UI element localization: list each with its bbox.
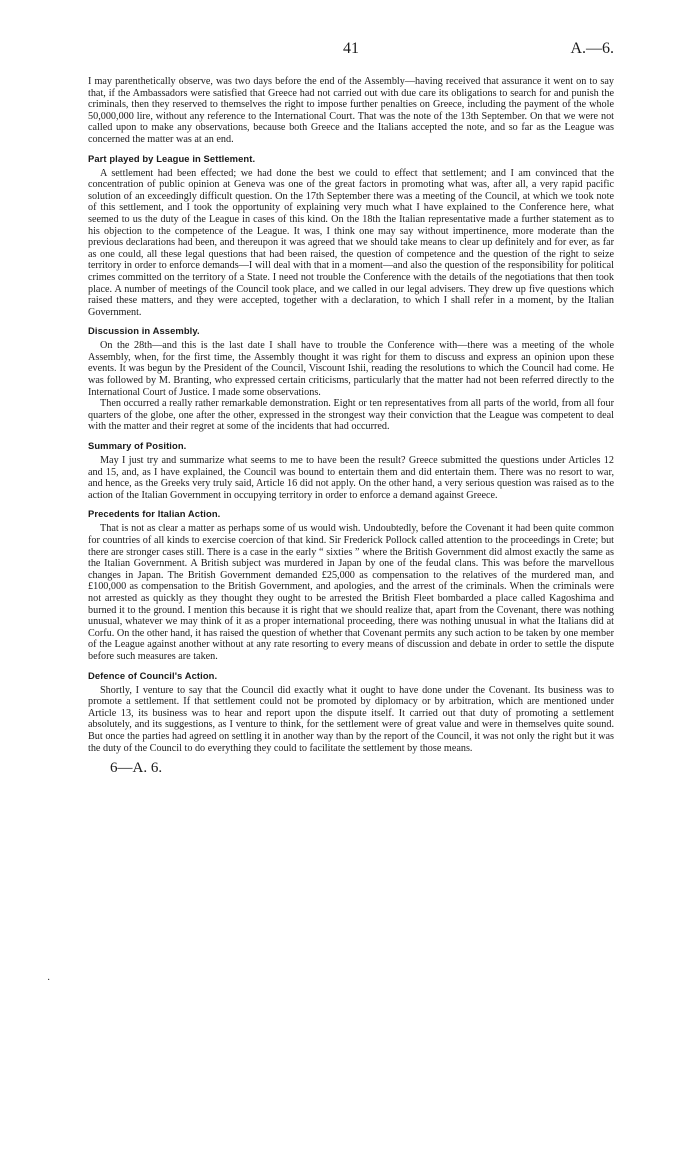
paragraph-assembly-2: Then occurred a really rather remarkable demonstration. Eight or ten representatives from all parts of the world, from all four quarters of the globe, one after the other, expressed in the strongest way their conviction that the League was competent to deal with the matter and their regret at some of the incidents that had occurred.	[88, 398, 614, 433]
paragraph-defence: Shortly, I venture to say that the Council did exactly what it ought to have done under the Covenant. Its business was to promote a settlement. If that settlement could not be promoted by diplomacy or by arbitration, which are mentioned under Article 13, its business was to hear and report upon the dispute itself. It carried out that duty of promoting a settlement absolutely, and its suggestions, as I venture to think, for the settlement were of great value and were in themselves quite sound. But once the parties had agreed on settling it in another way than by the report of the Council, it was not only the right but it was the duty of the Council to do everything they could to facilitate the settlement by those means.	[88, 684, 614, 754]
page-number: 41	[343, 40, 359, 57]
page-reference: A.—6.	[570, 40, 614, 57]
document-page	[88, 40, 614, 777]
paragraph-precedents: That is not as clear a matter as perhaps some of us would wish. Undoubtedly, before the Covenant it had been quite common for countries of all kinds to exercise coercion of that kind. Sir Frederick Pollock called attention to the proceedings in Crete; but there are stronger cases still. There is a case in the early “ sixties ” where the British Government did almost exactly the same as the Italian Government. A British subject was murdered in Japan by one of the feudal clans. This was before the marvellous changes in Japan. The British Government demanded £25,000 as compensation to the relatives of the murdered man, and £100,000 as compensation to the British Government, and apologies, and the arrest of the criminals. When the criminals were not arrested as quickly as they thought they ought to be arrested the British Fleet bombarded a place called Kagoshima and burned it to the ground. I mention this because it is right that we should realize that, apart from the Covenant, there was nothing unusual, whatever we may think of it as a proper international proceeding, there was nothing unusual in what the Italians did at Corfu. On the other hand, it has raised the question of whether that Covenant permits any such action to be taken by one member of the League against another without at any rate resorting to every means of discussion and debate in order to settle the dispute before such measures are taken.	[88, 523, 614, 662]
margin-dot: ·	[47, 975, 51, 986]
section-heading-settlement: Part played by League in Settlement.	[88, 152, 256, 164]
section-heading-summary: Summary of Position.	[88, 440, 187, 452]
paragraph-settlement: A settlement had been effected; we had done the best we could to effect that settlement; and I am convinced that the concentration of public opinion at Geneva was one of the great factors in promoting what was, after all, a very rapid pacific solution of an exceedingly difficult question. On the 17th September there was a meeting of the Council, at which we took note of this settlement, and I took the opportunity of explaining very much what I have explained to the Conference here, what seemed to us the duty of the League in cases of this kind. On the 18th the Italian representative made a further statement as to his objection to the competence of the League. It was, I think one may say without impertinence, more moderate than the previous declarations had been, and thereupon it was agreed that we should take means to clear up definitely and for ever, as far as one could, all these legal questions that had been raised, the question of competence and the question of the right to seize territory in order to enforce demands—I will deal with that in a moment—and also the question of the responsibility for political crimes committed on the territory of a State. I need not trouble the Conference with the details of the negotiations that then took place. A number of meetings of the Council took place, and we called in our legal advisers. They drew up five questions which raised these matters, and they were accepted, together with a declaration, to which I shall refer in a moment, by the Italian Government.	[88, 167, 614, 318]
section-heading-precedents: Precedents for Italian Action.	[88, 508, 221, 520]
section-heading-assembly: Discussion in Assembly.	[88, 325, 200, 337]
paragraph-summary: May I just try and summarize what seems to me to have been the result? Greece submitted the questions under Articles 12 and 15, and, as I have explained, the Council was bound to entertain them and did entertain them. There was no resort to war, and hence, as the Greeks very truly said, Article 16 did not apply. On the other hand, a very serious question was raised as to the action of the Italian Government in occupying territory in order to enforce a demand against Greece.	[88, 455, 614, 501]
section-heading-defence: Defence of Council's Action.	[88, 669, 218, 681]
page-header	[88, 40, 614, 62]
paragraph-assembly-1: On the 28th—and this is the last date I shall have to trouble the Conference with—there was a meeting of the whole Assembly, when, for the first time, the Assembly thought it was right for them to discuss and express an opinion upon these events. It was begun by the President of the Council, Viscount Ishii, reading the resolutions to which the Council had come. He was followed by M. Branting, who expressed certain criticisms, particularly that the matter had not been referred directly to the International Court of Justice. I made some observations.	[88, 340, 614, 398]
paragraph-continuation: I may parenthetically observe, was two days before the end of the Assembly—having received that assurance it went on to say that, if the Ambassadors were satisfied that Greece had not carried out with due care its obligations to search for and punish the criminals, then they reserved to themselves the right to impose further penalties on Greece, including the payment of the whole 50,000,000 lire, without any reference to the International Court. That was the note of the 13th September. On that we were not called upon to make any observations, because both Greece and the Italians accepted the note, and so far as the League was concerned the matter was at an end.	[88, 76, 614, 145]
page-footer-signature: 6—A. 6.	[110, 760, 163, 777]
